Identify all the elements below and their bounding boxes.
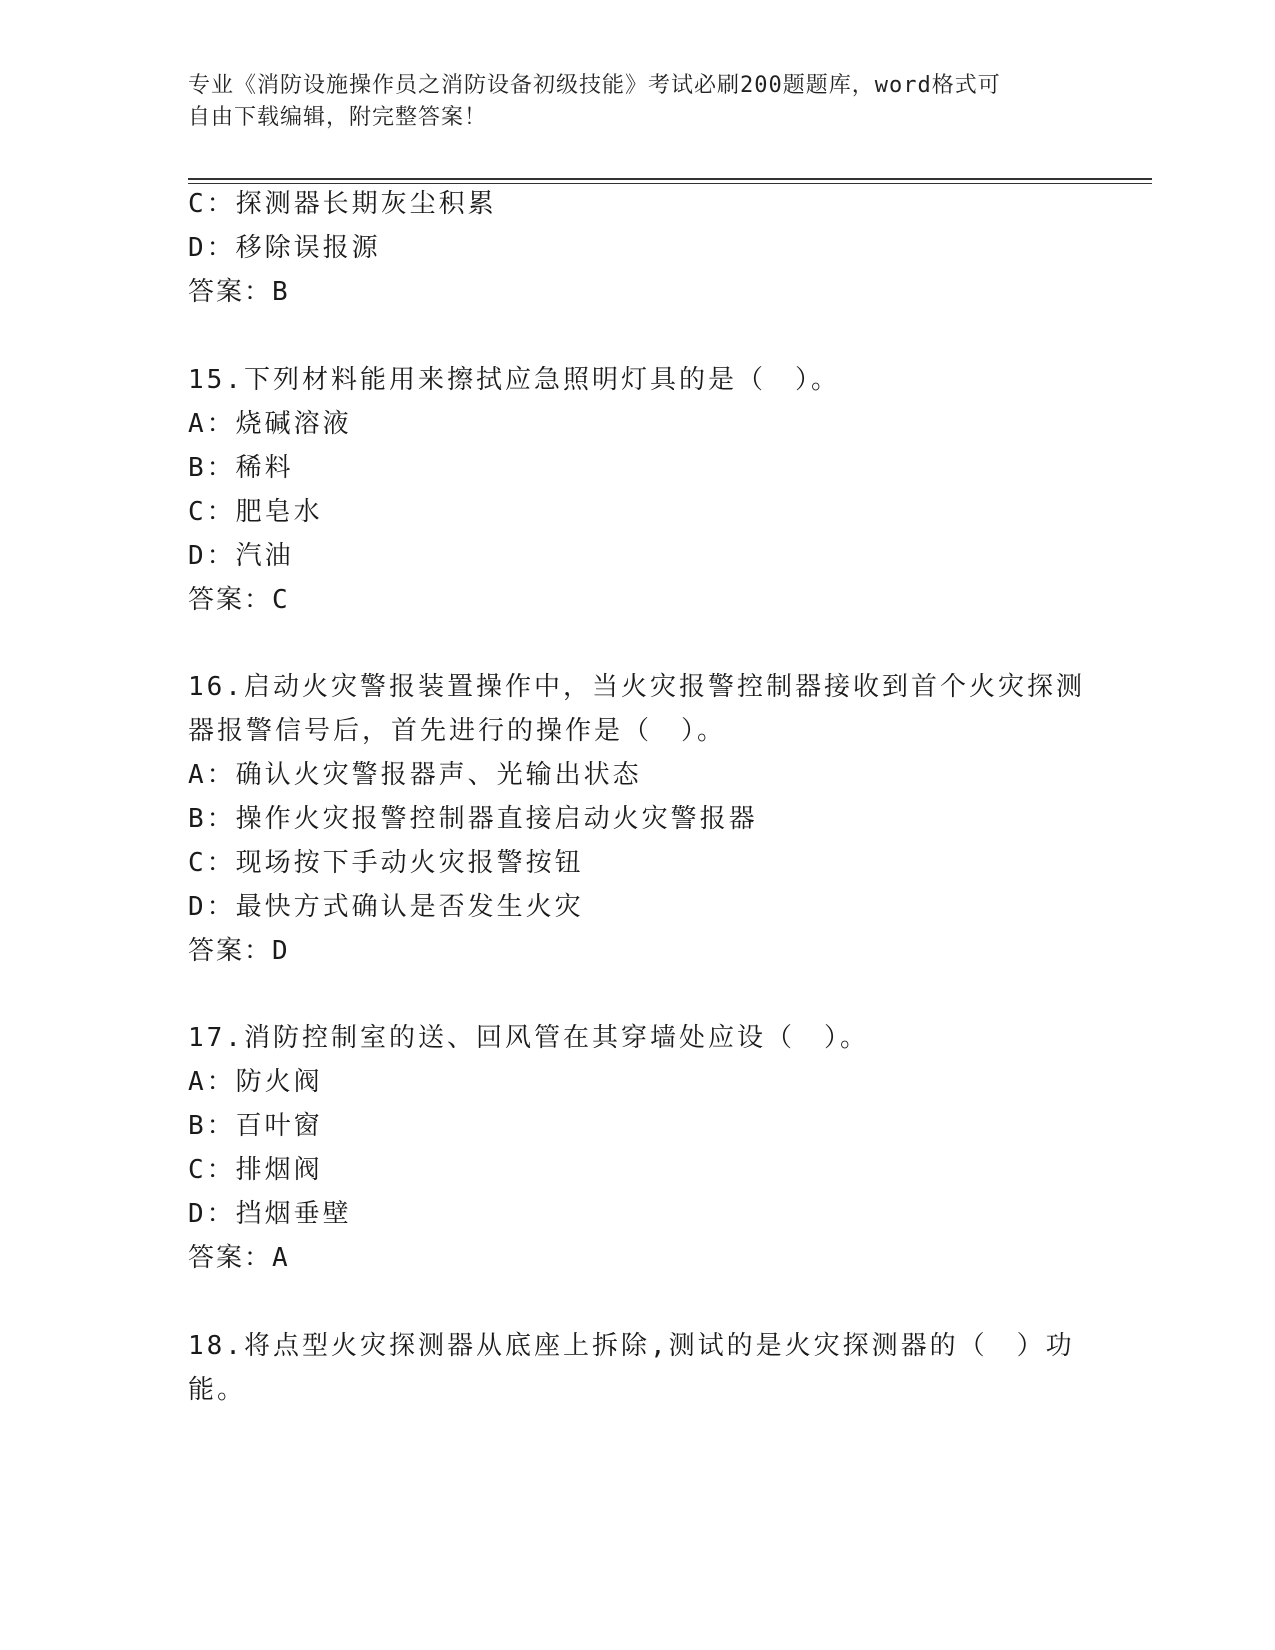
q16-stem-line-1: 16.启动火灾警报装置操作中，当火灾报警控制器接收到首个火灾探测 [188, 672, 1085, 702]
q16-answer: 答案：D [188, 936, 290, 966]
q16-option-a: A：确认火灾警报器声、光输出状态 [188, 760, 642, 790]
q14-answer: 答案：B [188, 277, 290, 307]
q18-stem-line-2: 能。 [188, 1375, 247, 1405]
q16-option-d: D：最快方式确认是否发生火灾 [188, 892, 584, 922]
q17-option-a: A：防火阀 [188, 1067, 323, 1097]
header-divider-thick [188, 178, 1152, 180]
q15-option-c: C：肥皂水 [188, 497, 323, 527]
q15-option-d: D：汽油 [188, 541, 294, 571]
q17-answer: 答案：A [188, 1243, 290, 1273]
q18-stem-line-1: 18.将点型火灾探测器从底座上拆除,测试的是火灾探测器的（ ）功 [188, 1331, 1075, 1361]
q17-stem: 17.消防控制室的送、回风管在其穿墙处应设（ ）。 [188, 1023, 869, 1053]
q17-option-c: C：排烟阀 [188, 1155, 323, 1185]
q17-option-b: B：百叶窗 [188, 1111, 323, 1141]
q15-answer: 答案：C [188, 585, 290, 615]
q16-option-c: C：现场按下手动火灾报警按钮 [188, 848, 584, 878]
header-title-line-1: 专业《消防设施操作员之消防设备初级技能》考试必刷200题题库，word格式可 [188, 73, 1001, 98]
q14-option-d: D：移除误报源 [188, 233, 381, 263]
q16-stem-line-2: 器报警信号后，首先进行的操作是（ ）。 [188, 716, 727, 746]
q15-stem: 15.下列材料能用来擦拭应急照明灯具的是（ ）。 [188, 365, 840, 395]
document-header [188, 70, 1088, 134]
header-title-line-2: 自由下载编辑，附完整答案！ [188, 105, 488, 130]
q16-option-b: B：操作火灾报警控制器直接启动火灾警报器 [188, 804, 758, 834]
q14-option-c: C：探测器长期灰尘积累 [188, 189, 497, 219]
header-divider-thin [188, 183, 1152, 184]
q15-option-a: A：烧碱溶液 [188, 409, 352, 439]
q17-option-d: D：挡烟垂壁 [188, 1199, 352, 1229]
q15-option-b: B：稀料 [188, 453, 294, 483]
